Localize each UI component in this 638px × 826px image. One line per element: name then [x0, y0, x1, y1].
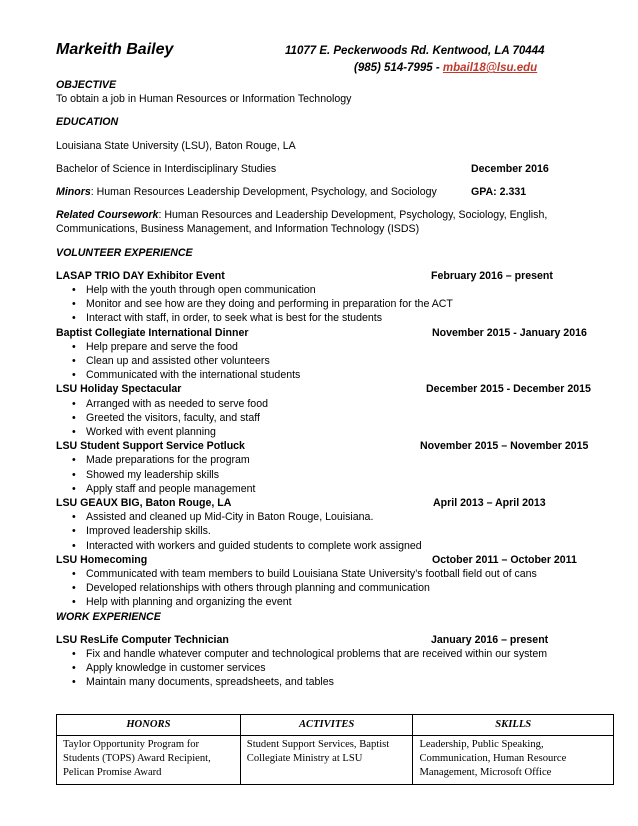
minors-row — [56, 185, 598, 199]
contact-line — [354, 60, 537, 76]
list-item: • Made preparations for the program — [56, 453, 598, 467]
table-row — [57, 736, 614, 785]
candidate-name: Markeith Bailey — [56, 41, 174, 58]
minors-text — [56, 185, 437, 199]
mailing-address: 11077 E. Peckerwoods Rd. Kentwood, LA 70444 — [285, 45, 545, 57]
volunteer-entry — [56, 269, 598, 326]
degree-name: Bachelor of Science in Interdisciplinary Studies — [56, 162, 277, 175]
work-heading: WORK EXPERIENCE — [56, 610, 161, 623]
list-item: • Communicated with the international students — [56, 368, 598, 382]
entry-date: November 2015 – November 2015 — [420, 440, 589, 453]
list-item: • Worked with event planning — [56, 425, 598, 439]
skills-cell: Leadership, Public Speaking, Communication, Human Resource Management, Microsoft Office — [413, 736, 614, 785]
activities-header: ACTIVITES — [240, 715, 413, 736]
work-entry — [56, 633, 598, 690]
entry-title: Baptist Collegiate International Dinner — [56, 326, 249, 339]
volunteer-entry — [56, 382, 598, 439]
list-item: • Clean up and assisted other volunteers — [56, 354, 598, 368]
contact-separator: - — [432, 62, 443, 74]
entry-date: December 2015 - December 2015 — [426, 383, 591, 396]
list-item: • Monitor and see how are they doing and performing in preparation for the ACT — [56, 297, 598, 311]
entry-title: LASAP TRIO DAY Exhibitor Event — [56, 269, 225, 282]
honors-cell: Taylor Opportunity Program for Students (TOPS) Award Recipient, Pelican Promise Award — [57, 736, 241, 785]
entry-title: LSU Student Support Service Potluck — [56, 440, 245, 453]
list-item: • Help prepare and serve the food — [56, 340, 598, 354]
entry-date: October 2011 – October 2011 — [432, 553, 577, 566]
degree-row — [56, 162, 598, 176]
volunteer-list — [56, 269, 598, 610]
list-item: • Fix and handle whatever computer and technological problems that are received within our system — [56, 647, 598, 661]
email-link[interactable]: mbail18@lsu.edu — [442, 62, 538, 74]
list-item: • Developed relationships with others through planning and communication — [56, 581, 598, 595]
entry-date: January 2016 – present — [431, 633, 549, 646]
list-item: • Communicated with team members to build Louisiana State University’s football field out of cans — [56, 567, 598, 581]
education-heading: EDUCATION — [56, 116, 119, 129]
school-name: Louisiana State University (LSU), Baton Rouge, LA — [56, 139, 296, 152]
list-item: • Showed my leadership skills — [56, 468, 598, 482]
list-item: • Help with the youth through open communication — [56, 283, 598, 297]
list-item: • Maintain many documents, spreadsheets, and tables — [56, 675, 598, 689]
entry-date: November 2015 - January 2016 — [432, 326, 587, 339]
objective-text: To obtain a job in Human Resources or Information Technology — [56, 93, 352, 106]
table-header-row — [57, 715, 614, 736]
coursework-label: Related Coursework — [56, 209, 159, 222]
volunteer-entry — [56, 439, 598, 496]
skills-header: SKILLS — [413, 715, 614, 736]
minors-label: Minors — [56, 186, 91, 198]
list-item: • Improved leadership skills. — [56, 524, 598, 538]
list-item: • Apply staff and people management — [56, 482, 598, 496]
entry-title: LSU Holiday Spectacular — [56, 383, 182, 396]
entry-title: LSU ResLife Computer Technician — [56, 633, 229, 646]
honors-activities-skills-table — [56, 714, 614, 785]
honors-header: HONORS — [57, 715, 241, 736]
degree-date: December 2016 — [471, 162, 549, 175]
minors-value: : Human Resources Leadership Development, Psychology, and Sociology — [90, 186, 437, 198]
list-item: • Interacted with workers and guided students to complete work assigned — [56, 539, 598, 553]
volunteer-entry — [56, 496, 598, 553]
entry-date: February 2016 – present — [431, 269, 553, 282]
list-item: • Apply knowledge in customer services — [56, 661, 598, 675]
coursework-value: : Human Resources and Leadership Development, Psychology, Sociology, English, Communications, Business Management, and Information Technology (ISDS) — [56, 209, 548, 236]
volunteer-entry — [56, 326, 598, 383]
list-item: • Interact with staff, in order, to seek what is best for the students — [56, 311, 598, 325]
objective-heading: OBJECTIVE — [56, 79, 117, 91]
list-item: • Greeted the visitors, faculty, and staff — [56, 411, 598, 425]
gpa: GPA: 2.331 — [471, 186, 527, 198]
volunteer-heading: VOLUNTEER EXPERIENCE — [56, 246, 193, 259]
activities-cell: Student Support Services, Baptist Collegiate Ministry at LSU — [240, 736, 413, 785]
volunteer-entry — [56, 553, 598, 610]
coursework — [56, 208, 598, 236]
entry-title: LSU GEAUX BIG, Baton Rouge, LA — [56, 496, 232, 509]
phone-number: (985) 514-7995 — [354, 62, 433, 74]
list-item: • Arranged with as needed to serve food — [56, 397, 598, 411]
list-item: • Help with planning and organizing the event — [56, 595, 598, 609]
entry-date: April 2013 – April 2013 — [433, 496, 546, 509]
entry-title: LSU Homecoming — [56, 553, 148, 566]
resume-header — [56, 40, 598, 78]
list-item: • Assisted and cleaned up Mid-City in Baton Rouge, Louisiana. — [56, 510, 598, 524]
